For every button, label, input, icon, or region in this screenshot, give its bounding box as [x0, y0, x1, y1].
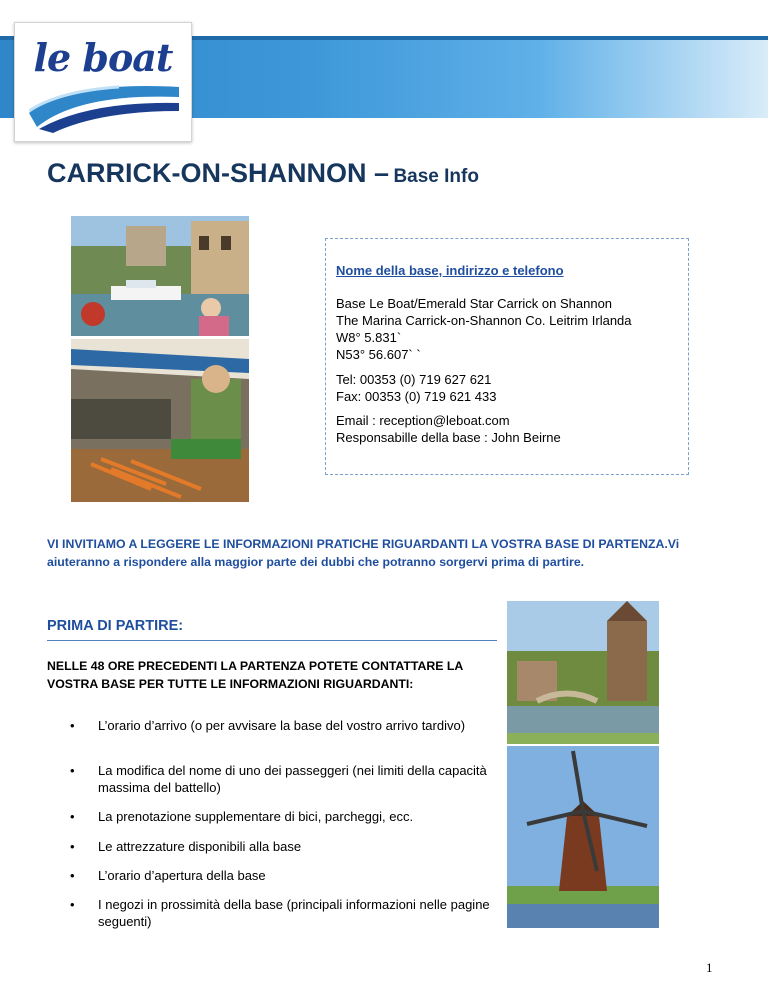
bullet-icon: • [70, 809, 75, 824]
logo-wave-icon [29, 83, 179, 133]
info-heading: Nome della base, indirizzo e telefono [336, 263, 564, 278]
phone-line: Tel: 00353 (0) 719 627 621 [336, 372, 492, 387]
title-main: CARRICK-ON-SHANNON – [47, 158, 389, 188]
section-title: PRIMA DI PARTIRE: [47, 618, 184, 634]
base-info-box [325, 238, 689, 475]
bullet-icon: • [70, 763, 75, 778]
email-line: Email : reception@leboat.com [336, 413, 510, 428]
page-number: 1 [706, 960, 713, 975]
windmill-photo [507, 746, 659, 928]
fax-line: Fax: 00353 (0) 719 621 433 [336, 389, 497, 404]
notice-text: VI INVITIAMO A LEGGERE LE INFORMAZIONI PRATICHE RIGUARDANTI LA VOSTRA BASE DI PARTENZA.Vi aiuteranno a rispondere alla maggior parte dei dubbi che potranno sorgervi prima di partire. [47, 537, 680, 569]
bullet-icon: • [70, 839, 75, 854]
logo-wordmark: le boat [33, 35, 173, 80]
bullet-icon: • [70, 868, 75, 883]
bullet-icon: • [70, 897, 75, 912]
canal-town-photo [507, 601, 659, 744]
title-sub: Base Info [393, 166, 479, 187]
info-line: N53° 56.607` ` [336, 347, 421, 362]
le-boat-logo [14, 22, 192, 142]
market-photo [71, 339, 249, 502]
info-line: W8° 5.831` [336, 330, 402, 345]
page-title [47, 158, 479, 189]
manager-line: Responsabille della base : John Beirne [336, 430, 561, 445]
info-line: Base Le Boat/Emerald Star Carrick on Shannon [336, 296, 613, 311]
section-intro: NELLE 48 ORE PRECEDENTI LA PARTENZA POTETE CONTATTARE LA VOSTRA BASE PER TUTTE LE INFORMAZIONI RIGUARDANTI: [47, 659, 463, 691]
section-divider [47, 640, 497, 641]
info-line: The Marina Carrick-on-Shannon Co. Leitrim Irlanda [336, 313, 632, 328]
bullet-icon: • [70, 718, 75, 733]
boat-village-photo [71, 216, 249, 336]
